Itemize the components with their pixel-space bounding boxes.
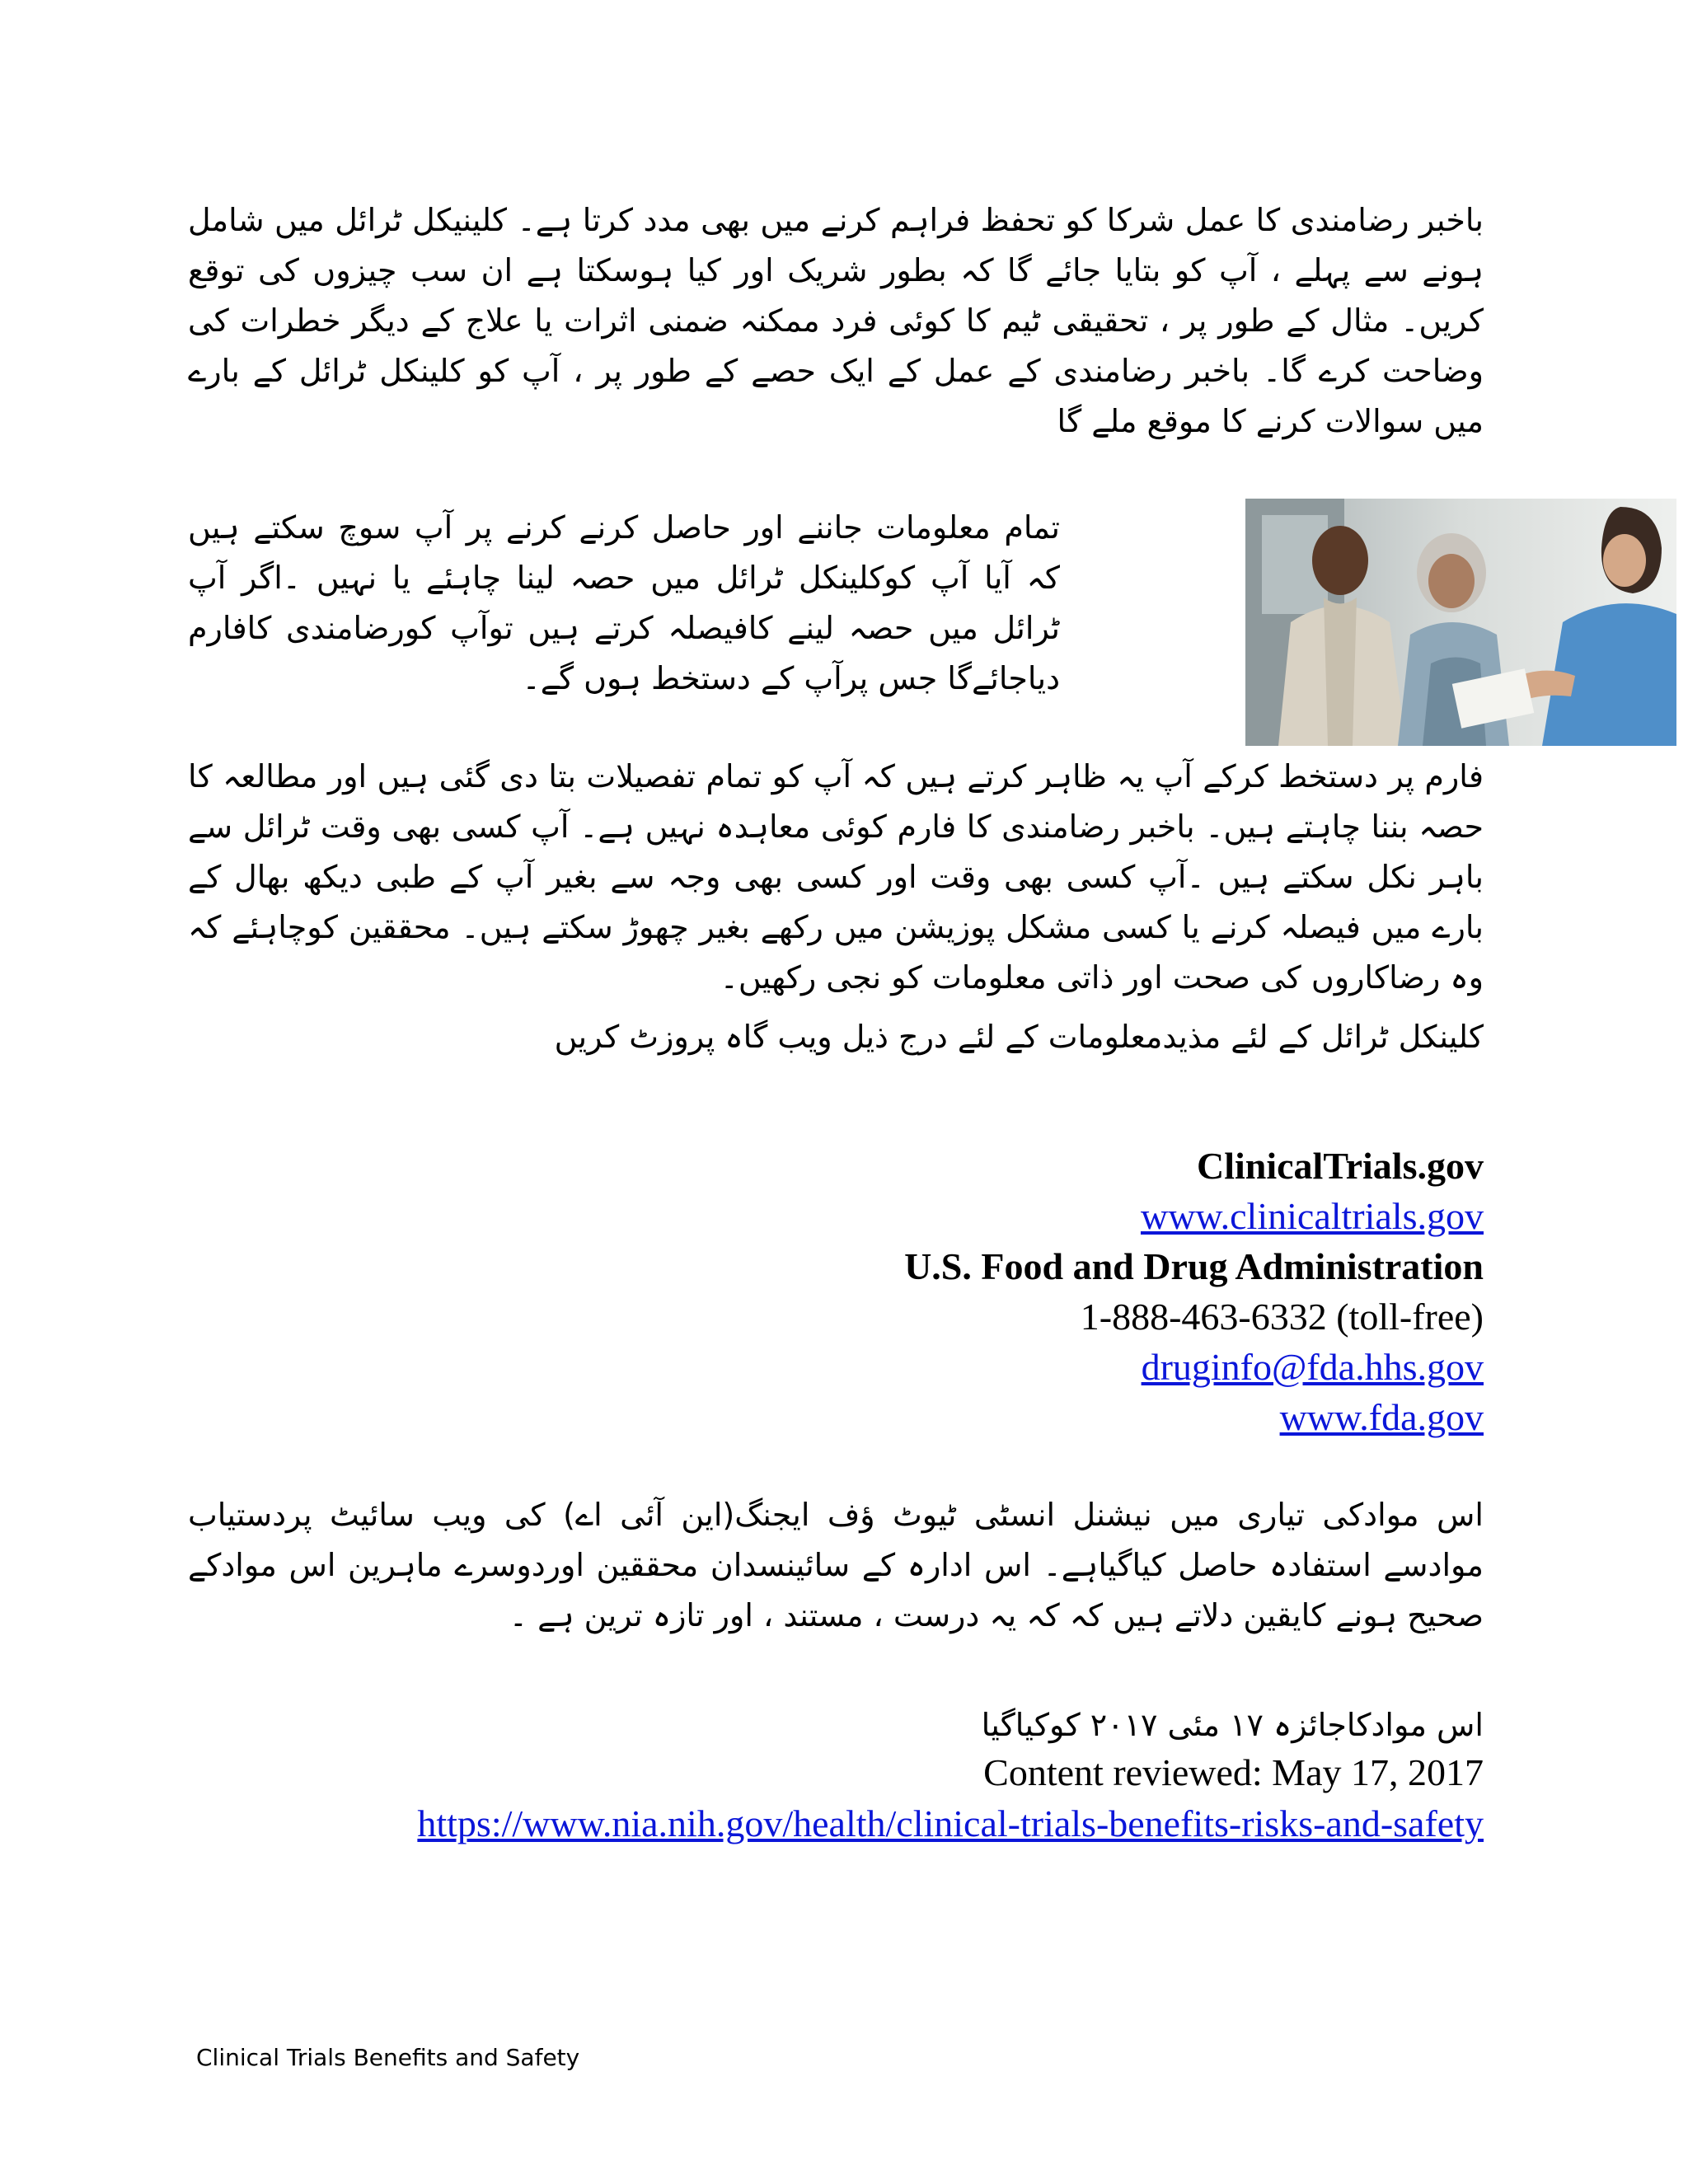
fda-phone: 1-888-463-6332 (toll-free) [1080,1296,1484,1338]
fda-website-link[interactable]: www.fda.gov [1279,1396,1484,1438]
fda-email-link[interactable]: druginfo@fda.hhs.gov [1141,1346,1484,1388]
review-date-english: Content reviewed: May 17, 2017 [983,1751,1484,1793]
review-date-urdu: اس موادکاجائزہ ۱۷ مئی ۲۰۱۷ کوکیاگیا [981,1707,1484,1743]
paragraph-consent-form: تمام معلومات جاننے اور حاصل کرنے کرنے پر آپ سوچ سکتے ہیں کہ آیا آپ کوکلینکل ٹرائل میں حصہ لینا چاہئے یا نہیں ۔اگر آپ ٹرائل میں حصہ لینے کافیصلہ کرتے ہیں توآپ کورضامندی کافارم دیاجائےگا جس پرآپ کے دستخط ہوں گے۔ [188,509,1060,696]
page-footer: Clinical Trials Benefits and Safety [196,2044,580,2071]
paragraph-more-info: کلینکل ٹرائل کے لئے مذیدمعلومات کے لئے درج ذیل ویب گاہ پروزٹ کریں [554,1019,1484,1055]
image-text-row [188,499,1484,750]
source-url-link[interactable]: https://www.nia.nih.gov/health/clinical-trials-benefits-risks-and-safety [417,1802,1484,1844]
resource-block [904,1141,1484,1442]
paragraph-signing-form: فارم پر دستخط کرکے آپ یہ ظاہر کرتے ہیں کہ آپ کو تمام تفصیلات بتا دی گئی ہیں اور مطالعہ کا حصہ بننا چاہتے ہیں۔ باخبر رضامندی کا فارم کوئی معاہدہ نہیں ہے۔ آپ کسی بھی وقت ٹرائل سے باہر نکل سکتے ہیں ۔آپ کسی بھی وقت اور کسی بھی وجہ سے بغیر آپ کے طبی دیکھ بھال کے بارے میں فیصلہ کرنے یا کسی مشکل پوزیشن میں رکھے بغیر چھوڑ سکتے ہیں۔ محققین کوچاہئے کہ وہ رضاکاروں کی صحت اور ذاتی معلومات کو نجی رکھیں۔ [188,758,1484,996]
clinicaltrials-name: ClinicalTrials.gov [1197,1145,1484,1187]
fda-name: U.S. Food and Drug Administration [904,1245,1484,1287]
consultation-photo [1245,499,1676,746]
paragraph-informed-consent: باخبر رضامندی کا عمل شرکا کو تحفظ فراہم کرنے میں بھی مدد کرتا ہے۔ کلینیکل ٹرائل میں شامل ہونے سے پہلے ، آپ کو بتایا جائے گا کہ بطور شریک اور کیا ہوسکتا ہے ان سب چیزوں کی توقع کریں۔ مثال کے طور پر ، تحقیقی ٹیم کا کوئی فرد ممکنہ ضمنی اثرات یا علاج کے دیگر خطرات کی وضاحت کرے گا۔ باخبر رضامندی کے عمل کے ایک حصے کے طور پر ، آپ کو کلینکل ٹرائل کے بارے میں سوالات کرنے کا موقع ملے گا [188,202,1484,439]
clinicaltrials-link[interactable]: www.clinicaltrials.gov [1140,1195,1484,1237]
consultation-photo-illustration [1245,499,1676,746]
paragraph-source-note: اس موادکی تیاری میں نیشنل انسٹی ٹیوٹ ؤف ایجنگ(این آئی اے) کی ویب سائیٹ پردستیاب موادسے استفادہ حاصل کیاگیاہے۔ اس ادارہ کے سائینسدان محققین اوردوسرے ماہرین اس موادکے صحیح ہونے کایقین دلاتے ہیں کہ کہ یہ درست ، مستند ، اور تازہ ترین ہے ۔ [188,1497,1484,1633]
